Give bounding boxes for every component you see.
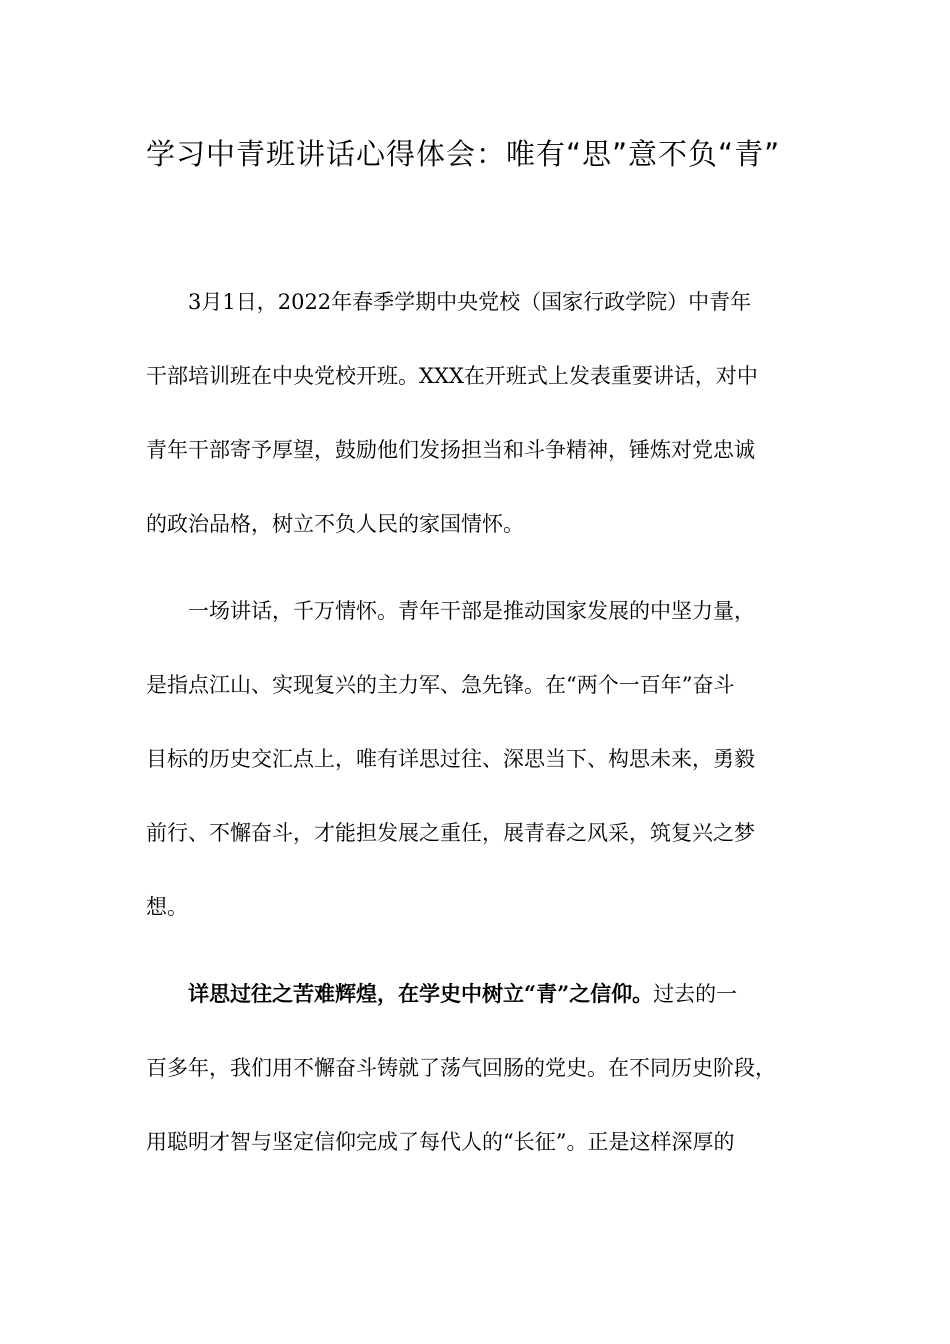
paragraph-2-line-5: 想。 bbox=[146, 895, 188, 919]
paragraph-2-line-4: 前行、不懈奋斗，才能担发展之重任，展青春之风采，筑复兴之梦 bbox=[146, 821, 755, 845]
paragraph-2-line-2: 是指点江山、实现复兴的主力军、急先锋。在“两个一百年”奋斗 bbox=[146, 673, 735, 697]
paragraph-2-line-3: 目标的历史交汇点上，唯有详思过往、深思当下、构思未来，勇毅 bbox=[146, 747, 755, 771]
paragraph-2-line-1: 一场讲话，千万情怀。青年干部是推动国家发展的中坚力量， bbox=[188, 599, 755, 623]
paragraph-1-line-4: 的政治品格，树立不负人民的家国情怀。 bbox=[146, 512, 524, 536]
paragraph-3-line-2: 百多年，我们用不懈奋斗铸就了荡气回肠的党史。在不同历史阶段， bbox=[146, 1056, 776, 1080]
paragraph-1-line-2: 干部培训班在中央党校开班。XXX在开班式上发表重要讲话，对中 bbox=[146, 364, 758, 388]
paragraph-1-line-3: 青年干部寄予厚望，鼓励他们发扬担当和斗争精神，锤炼对党忠诚 bbox=[146, 438, 755, 462]
document-title: 学习中青班讲话心得体会：唯有“思”意不负“青” bbox=[146, 137, 781, 171]
paragraph-3-bold-lead: 详思过往之苦难辉煌，在学史中树立“青”之信仰。 bbox=[188, 981, 654, 1006]
paragraph-3-line-3: 用聪明才智与坚定信仰完成了每代人的“长征”。正是这样深厚的 bbox=[146, 1130, 735, 1154]
paragraph-3-line-1-rest: 过去的一 bbox=[653, 982, 738, 1006]
paragraph-3-line-1 bbox=[188, 979, 737, 1009]
paragraph-1-line-1: 3月1日，2022年春季学期中央党校（国家行政学院）中青年 bbox=[188, 290, 752, 314]
